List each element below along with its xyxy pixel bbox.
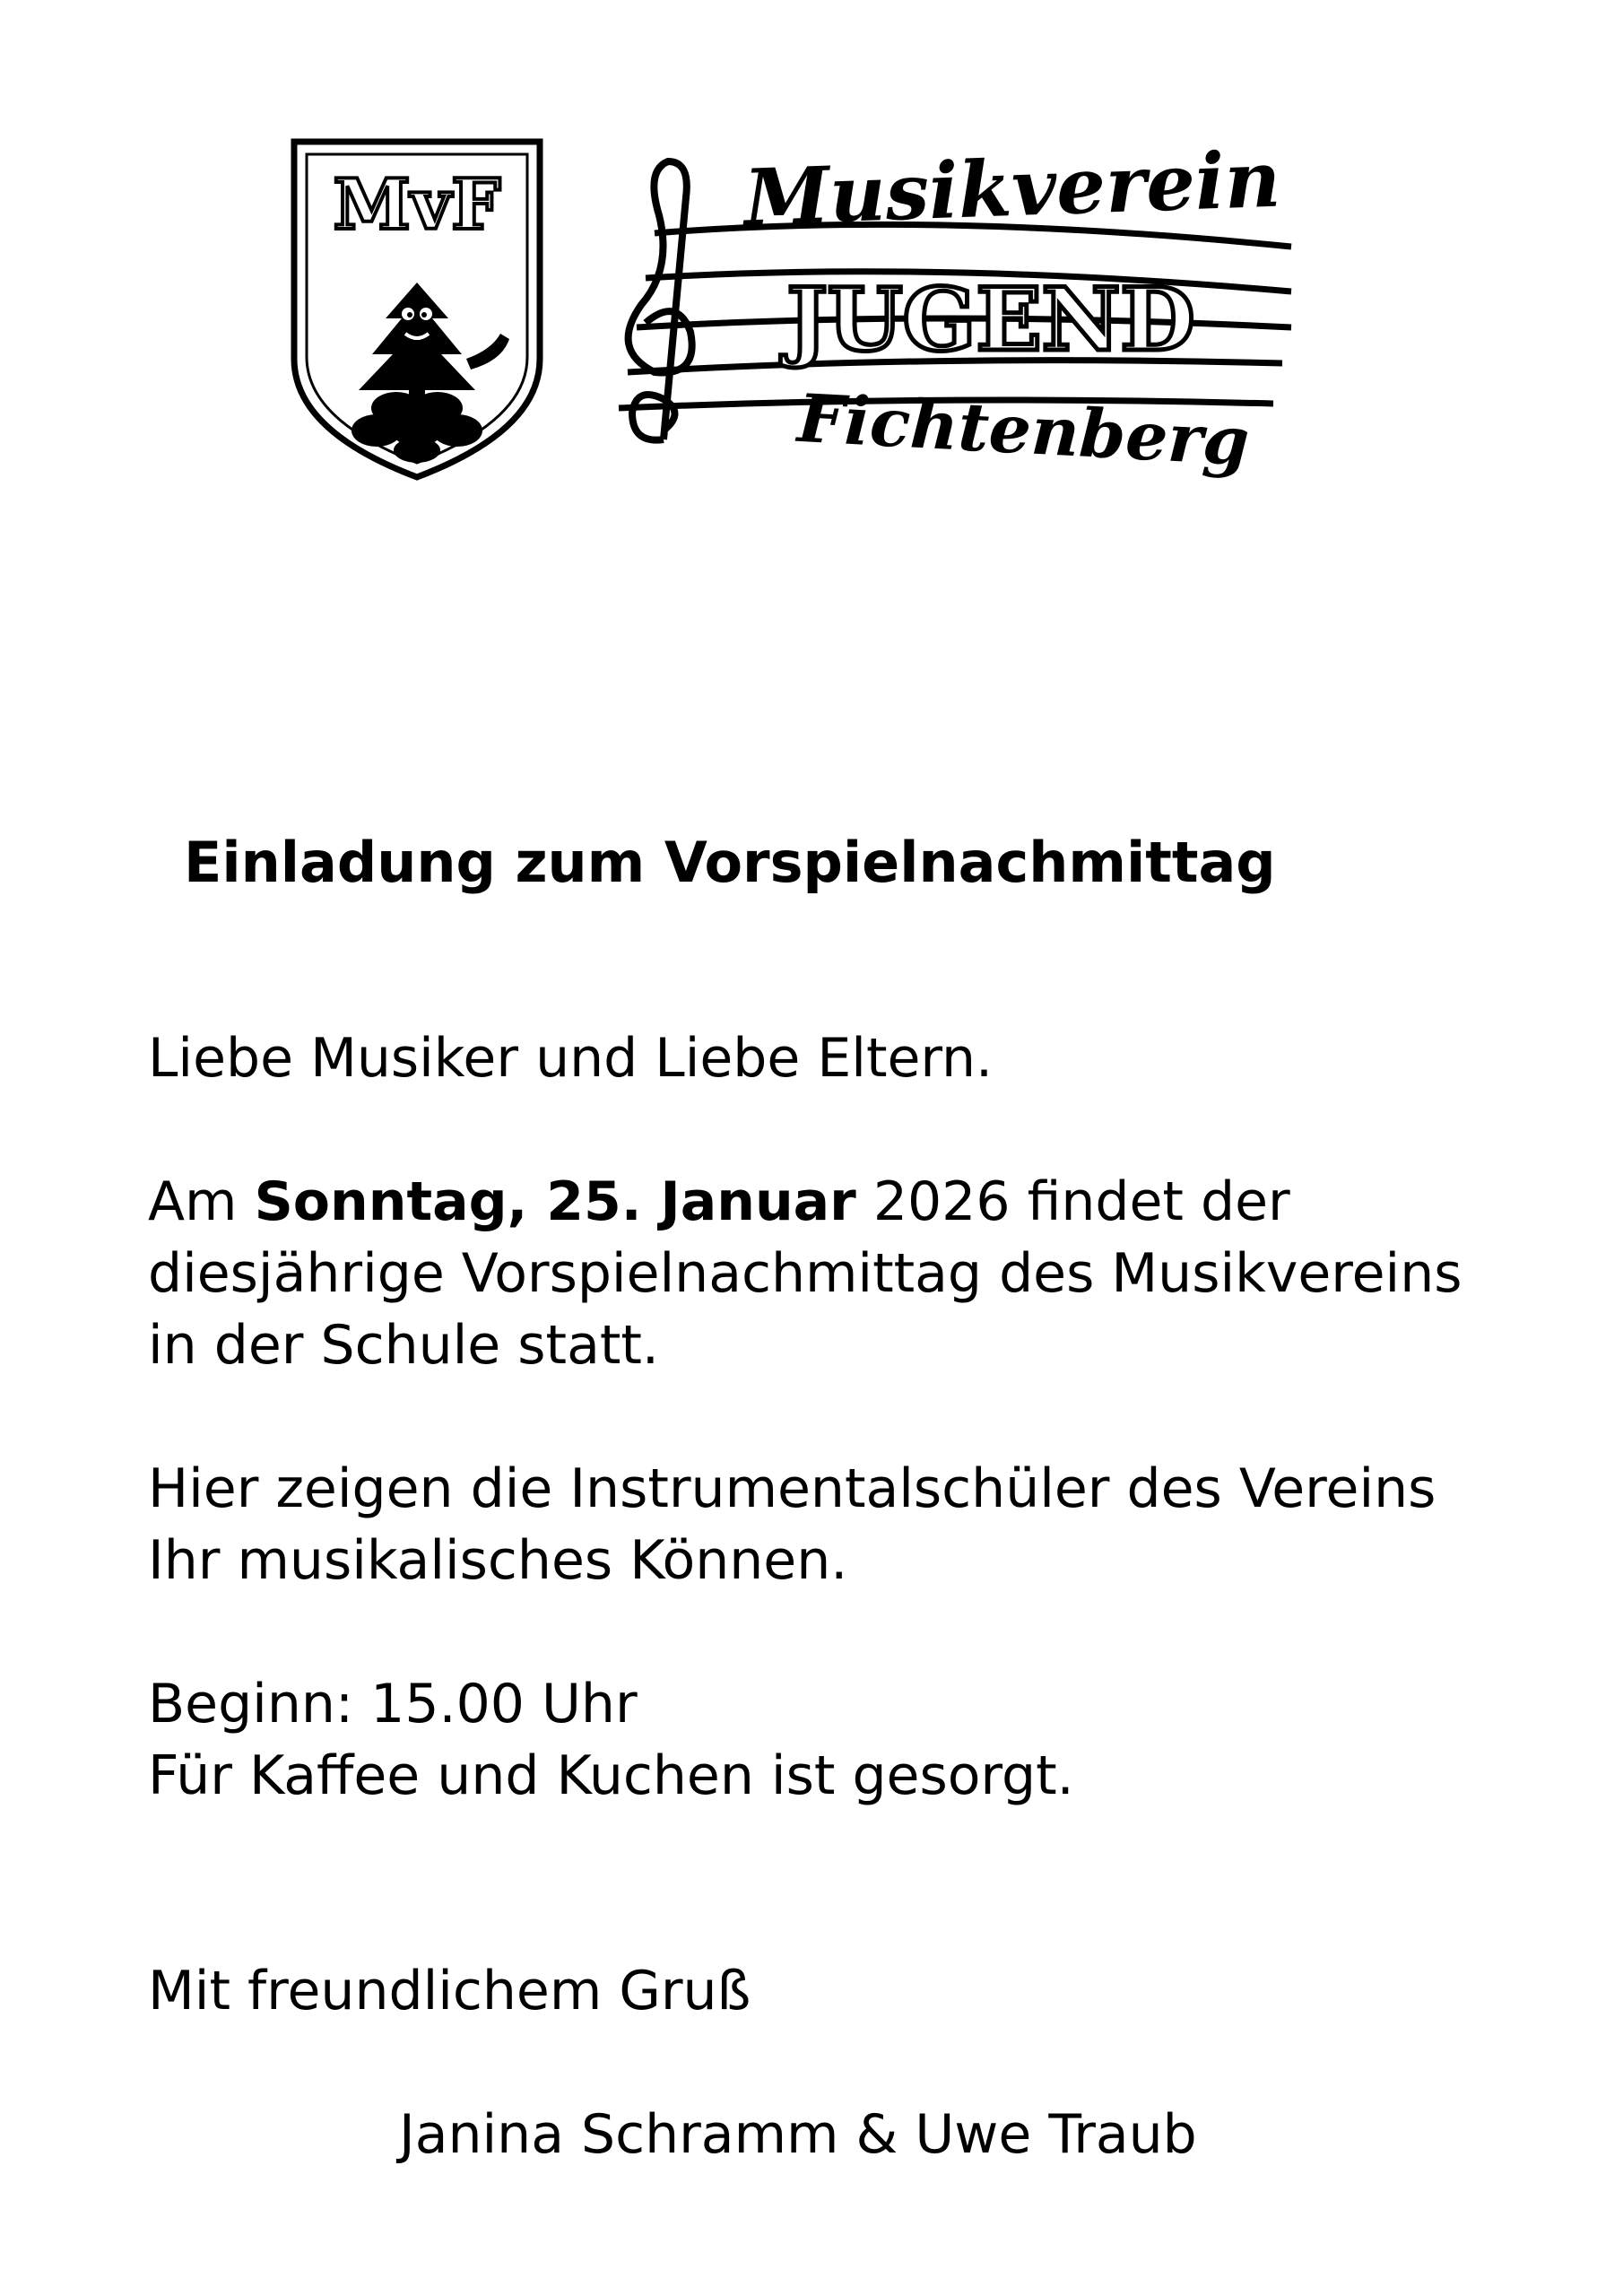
mvf-shield-logo bbox=[287, 135, 547, 484]
closing: Mit freundlichem Gruß bbox=[148, 1960, 751, 2022]
date-line-3: in der Schule statt. bbox=[148, 1314, 659, 1377]
letter-title: Einladung zum Vorspielnachmittag bbox=[184, 830, 1276, 895]
musikverein-jugend-logo bbox=[592, 135, 1309, 484]
start-time: Beginn: 15.00 Uhr bbox=[148, 1673, 638, 1735]
catering-note: Für Kaffee und Kuchen ist gesorgt. bbox=[148, 1744, 1074, 1807]
logo-line-fichtenberg: Fichtenberg bbox=[795, 379, 1252, 482]
show-line-2: Ihr musikalisches Können. bbox=[148, 1529, 848, 1592]
date-intro: Am bbox=[148, 1170, 255, 1233]
logo-line-jugend: JUGEND bbox=[786, 269, 1195, 370]
date-line-2: diesjährige Vorspielnachmittag des Musikvereins bbox=[148, 1242, 1462, 1305]
greeting: Liebe Musiker und Liebe Eltern. bbox=[148, 1027, 994, 1090]
event-date: Sonntag, 25. Januar bbox=[254, 1170, 856, 1233]
show-line-1: Hier zeigen die Instrumentalschüler des Vereins bbox=[148, 1457, 1436, 1520]
date-rest: 2026 findet der bbox=[855, 1170, 1290, 1233]
event-date-paragraph bbox=[148, 1166, 1547, 1381]
logo-line-musikverein: Musikverein bbox=[742, 135, 1282, 244]
start-paragraph bbox=[148, 1668, 1547, 1812]
performance-paragraph bbox=[148, 1453, 1547, 1596]
shield-text: MvF bbox=[333, 164, 501, 246]
signature: Janina Schramm & Uwe Traub bbox=[399, 2103, 1197, 2166]
